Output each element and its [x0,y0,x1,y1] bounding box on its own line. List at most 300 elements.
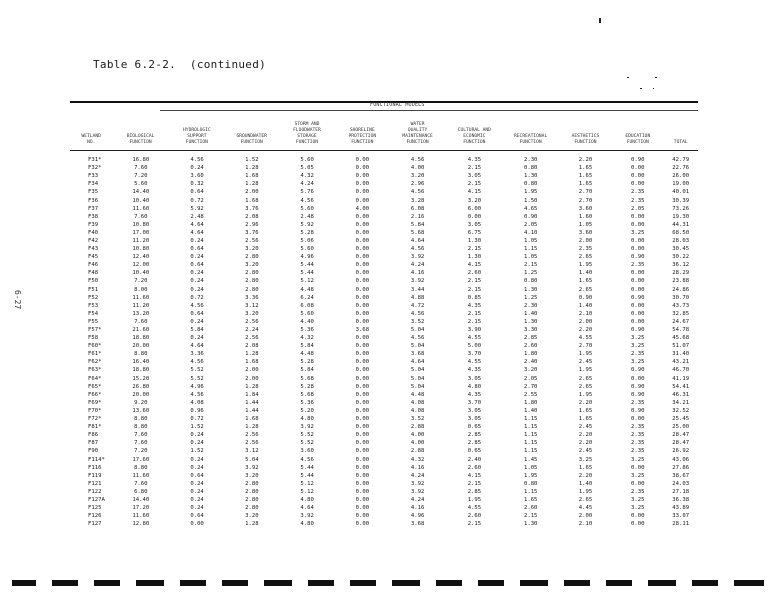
cell-cultural: 1.30 [467,254,482,261]
cell-hydrologic: 1.52 [190,448,204,455]
cell-wetland: F38 [88,213,99,220]
cell-storm: 4.48 [300,286,314,293]
cell-total: 19.00 [672,181,690,188]
cell-groundwater: 2.08 [245,213,259,220]
cell-cultural: 2.15 [467,480,482,487]
cell-wetland: F116 [88,464,102,471]
cell-wetland: F62* [88,359,102,366]
cell-education: 0.90 [631,294,645,301]
cell-hydrologic: 4.08 [190,399,204,406]
cell-storm: 5.84 [300,343,314,350]
cell-hydrologic: 4.64 [190,221,204,228]
cell-aesthetics: 2.45 [578,448,593,455]
cell-recreational: 4.10 [523,229,538,236]
cell-wetland: F50 [88,278,99,285]
cell-education: 0.00 [631,480,645,487]
cell-wetland: F61* [88,351,102,358]
cell-education: 0.90 [631,157,645,164]
col-header-cultural: CULTURAL AND ECONOMIC FUNCTION [457,128,491,145]
cell-wetland: F31* [88,157,102,164]
cell-groundwater: 2.80 [245,496,259,503]
cell-storm: 4.64 [300,505,314,512]
cell-total: 24.86 [672,286,690,293]
cell-hydrologic: 2.48 [190,213,204,220]
cell-groundwater: 2.24 [245,327,259,334]
cell-cultural: 2.15 [467,278,482,285]
cell-shoreline: 0.00 [355,157,370,164]
cell-hydrologic: 0.24 [190,237,204,244]
cell-hydrologic: 0.24 [190,488,204,495]
cell-groundwater: 1.28 [245,181,259,188]
cell-storm: 5.28 [300,359,314,366]
cell-wetland: F60* [88,343,102,350]
cell-recreational: 2.05 [523,221,538,228]
cell-shoreline: 0.00 [355,448,370,455]
cell-storm: 5.44 [300,270,314,277]
cell-wetland: F127 [88,521,102,528]
cell-total: 27.18 [672,488,690,495]
cell-education: 0.00 [631,278,645,285]
cell-recreational: 1.50 [523,197,538,204]
cell-aesthetics: 2.70 [578,343,593,350]
cell-shoreline: 0.00 [355,286,370,293]
cell-education: 0.00 [631,310,645,317]
cell-shoreline: 0.00 [355,270,370,277]
cell-storm: 5.60 [300,205,314,212]
cell-hydrologic: 4.56 [190,359,204,366]
cell-cultural: 6.75 [467,229,482,236]
cell-education: 2.35 [631,189,645,196]
col-header-total: TOTAL [673,140,688,145]
table-row [70,269,698,277]
cell-education: 2.35 [631,448,645,455]
cell-aesthetics: 1.95 [578,488,593,495]
cell-storm: 5.52 [300,440,314,447]
cell-total: 36.12 [672,262,690,269]
cell-cultural: 2.15 [467,246,482,253]
cell-water-quality: 4.56 [410,246,425,253]
cell-wetland: F65* [88,383,102,390]
cell-education: 0.00 [631,213,645,220]
cell-storm: 2.48 [300,213,314,220]
cell-biological: 7.60 [134,213,148,220]
table-row [70,277,698,285]
cell-shoreline: 0.00 [355,505,370,512]
cell-education: 2.35 [631,399,645,406]
cell-water-quality: 5.84 [410,221,425,228]
cell-groundwater: 1.28 [245,521,259,528]
cell-groundwater: 2.56 [245,432,259,439]
cell-groundwater: 2.56 [245,335,259,342]
cell-recreational: 2.60 [523,505,538,512]
table-row [70,205,698,213]
cell-cultural: 2.60 [467,513,482,520]
cell-groundwater: 1.44 [245,407,259,414]
cell-aesthetics: 2.45 [578,424,593,431]
cell-water-quality: 4.56 [410,189,425,196]
cell-wetland: F51 [88,286,99,293]
cell-aesthetics: 1.95 [578,262,593,269]
cell-total: 27.86 [672,464,690,471]
cell-wetland: F55 [88,318,99,325]
cell-storm: 5.92 [300,221,314,228]
cell-hydrologic: 4.96 [190,383,204,390]
cell-cultural: 2.85 [467,432,482,439]
cell-groundwater: 3.36 [245,294,259,301]
cell-total: 46.31 [672,391,690,398]
cell-total: 54.78 [672,327,690,334]
cell-aesthetics: 2.10 [578,521,593,528]
cell-hydrologic: 0.24 [190,480,204,487]
table-row [70,464,698,472]
cell-wetland: F72* [88,416,102,423]
cell-biological: 10.80 [132,246,150,253]
cell-storm: 5.28 [300,383,314,390]
cell-biological: 6.80 [134,488,148,495]
cell-groundwater: 1.28 [245,383,259,390]
cell-recreational: 1.05 [523,464,538,471]
cell-hydrologic: 0.24 [190,464,204,471]
cell-recreational: 2.30 [523,302,538,309]
cell-recreational: 1.30 [523,173,538,180]
cell-shoreline: 0.00 [355,278,370,285]
cell-total: 46.70 [672,367,690,374]
cell-total: 38.67 [672,472,690,479]
cell-storm: 4.80 [300,521,314,528]
cell-biological: 7.20 [134,448,148,455]
table-row [70,407,698,415]
cell-water-quality: 2.16 [410,213,425,220]
cell-groundwater: 3.76 [245,229,259,236]
cell-wetland: F45 [88,254,99,261]
cell-total: 31.40 [672,351,690,358]
table-row [70,366,698,374]
cell-shoreline: 0.00 [355,181,370,188]
cell-hydrologic: 5.52 [190,367,204,374]
scan-edge-marks [0,576,778,590]
cell-recreational: 0.80 [523,181,538,188]
cell-shoreline: 3.68 [355,327,370,334]
cell-wetland: F87 [88,440,99,447]
table-row [70,504,698,512]
table-title: Table 6.2-2. (continued) [93,58,267,71]
cell-recreational: 1.95 [523,472,538,479]
cell-cultural: 4.35 [467,302,482,309]
cell-biological: 17.60 [132,456,150,463]
cell-hydrologic: 0.24 [190,496,204,503]
cell-education: 3.25 [631,496,645,503]
cell-water-quality: 3.20 [410,173,425,180]
cell-storm: 4.56 [300,456,314,463]
cell-aesthetics: 1.95 [578,351,593,358]
cell-hydrologic: 4.56 [190,157,204,164]
cell-education: 2.35 [631,197,645,204]
cell-groundwater: 2.80 [245,480,259,487]
cell-education: 0.90 [631,367,645,374]
cell-education: 0.90 [631,327,645,334]
cell-wetland: F42 [88,237,99,244]
cell-hydrologic: 4.64 [190,229,204,236]
cell-water-quality: 5.04 [410,327,425,334]
cell-total: 54.41 [672,383,690,390]
cell-storm: 3.60 [300,448,314,455]
cell-total: 24.67 [672,318,690,325]
cell-cultural: 1.30 [467,237,482,244]
cell-total: 42.79 [672,157,690,164]
cell-education: 3.25 [631,456,645,463]
table-row [70,245,698,253]
cell-aesthetics: 1.65 [578,278,593,285]
cell-recreational: 0.90 [523,213,538,220]
cell-education: 2.05 [631,205,645,212]
cell-recreational: 1.25 [523,270,538,277]
cell-biological: 17.00 [132,229,150,236]
cell-aesthetics: 3.60 [578,229,593,236]
cell-shoreline: 0.00 [355,318,370,325]
cell-wetland: F32* [88,165,102,172]
cell-storm: 4.96 [300,254,314,261]
cell-aesthetics: 1.40 [578,270,593,277]
table-row [70,439,698,447]
cell-total: 32.52 [672,407,690,414]
cell-aesthetics: 4.55 [578,335,593,342]
table-row [70,415,698,423]
cell-groundwater: 1.68 [245,173,259,180]
cell-total: 28.47 [672,440,690,447]
cell-storm: 5.36 [300,327,314,334]
cell-water-quality: 4.00 [410,432,425,439]
cell-total: 73.26 [672,205,690,212]
cell-groundwater: 1.68 [245,197,259,204]
cell-cultural: 4.15 [467,189,482,196]
table-row [70,423,698,431]
cell-total: 28.03 [672,237,690,244]
side-page-number: 6-27 [13,290,22,310]
cell-hydrologic: 0.72 [190,294,204,301]
cell-cultural: 2.15 [467,286,482,293]
cell-water-quality: 5.68 [410,229,425,236]
cell-aesthetics: 2.20 [578,472,593,479]
cell-shoreline: 0.00 [355,294,370,301]
cell-total: 24.03 [672,480,690,487]
cell-hydrologic: 0.64 [190,246,204,253]
cell-groundwater: 1.28 [245,351,259,358]
cell-aesthetics: 1.60 [578,213,593,220]
cell-biological: 13.20 [132,310,150,317]
table-row [70,488,698,496]
cell-groundwater: 2.80 [245,254,259,261]
cell-hydrologic: 0.24 [190,270,204,277]
cell-education: 0.90 [631,383,645,390]
cell-water-quality: 4.24 [410,496,425,503]
cell-groundwater: 3.12 [245,302,259,309]
cell-total: 45.68 [672,335,690,342]
table-row [70,229,698,237]
cell-cultural: 4.55 [467,359,482,366]
cell-recreational: 2.40 [523,359,538,366]
cell-aesthetics: 2.45 [578,359,593,366]
cell-recreational: 0.80 [523,165,538,172]
cell-water-quality: 4.00 [410,440,425,447]
cell-water-quality: 4.64 [410,359,425,366]
cell-total: 30.39 [672,197,690,204]
cell-education: 0.00 [631,173,645,180]
table-row [70,294,698,302]
cell-groundwater: 2.08 [245,343,259,350]
cell-cultural: 4.55 [467,505,482,512]
cell-total: 43.89 [672,505,690,512]
cell-education: 3.25 [631,359,645,366]
table-row [70,310,698,318]
cell-shoreline: 0.00 [355,351,370,358]
col-header-shoreline: SHORELINE PROTECTION FUNCTION [348,128,377,145]
cell-cultural: 5.00 [467,343,482,350]
table-row [70,156,698,164]
cell-shoreline: 0.00 [355,254,370,261]
cell-groundwater: 3.20 [245,513,259,520]
cell-shoreline: 0.00 [355,359,370,366]
cell-water-quality: 4.56 [410,310,425,317]
cell-cultural: 6.00 [467,205,482,212]
cell-storm: 4.56 [300,197,314,204]
cell-biological: 14.40 [132,496,150,503]
cell-total: 41.19 [672,375,690,382]
column-header-row [70,114,698,148]
cell-shoreline: 0.00 [355,496,370,503]
cell-hydrologic: 3.36 [190,351,204,358]
cell-shoreline: 0.00 [355,383,370,390]
cell-groundwater: 2.56 [245,440,259,447]
cell-hydrologic: 4.64 [190,343,204,350]
cell-water-quality: 5.04 [410,375,425,382]
cell-total: 30.22 [672,254,690,261]
cell-groundwater: 2.80 [245,278,259,285]
cell-cultural: 4.35 [467,367,482,374]
table-row [70,342,698,350]
cell-wetland: F43 [88,246,99,253]
cell-biological: 11.60 [132,513,150,520]
cell-aesthetics: 2.65 [578,375,593,382]
cell-cultural: 2.15 [467,310,482,317]
table-row [70,399,698,407]
cell-water-quality: 2.88 [410,424,425,431]
cell-water-quality: 3.52 [410,416,425,423]
cell-cultural: 3.05 [467,173,482,180]
cell-education: 0.00 [631,318,645,325]
cell-cultural: 3.70 [467,399,482,406]
cell-groundwater: 2.56 [245,318,259,325]
cell-hydrologic: 5.84 [190,327,204,334]
table-row [70,326,698,334]
table-row [70,472,698,480]
cell-biological: 8.80 [134,416,148,423]
cell-biological: 21.60 [132,327,150,334]
table-row [70,350,698,358]
cell-aesthetics: 2.70 [578,189,593,196]
table-row [70,164,698,172]
cell-biological: 12.80 [132,521,150,528]
cell-cultural: 3.05 [467,375,482,382]
col-header-education: EDUCATION FUNCTION [625,134,651,145]
cell-wetland: F64* [88,375,102,382]
cell-shoreline: 0.00 [355,472,370,479]
cell-wetland: F90 [88,448,99,455]
cell-groundwater: 2.80 [245,270,259,277]
cell-water-quality: 3.92 [410,278,425,285]
cell-water-quality: 4.24 [410,472,425,479]
cell-cultural: 0.65 [467,424,482,431]
cell-storm: 5.05 [300,165,314,172]
cell-education: 0.00 [631,521,645,528]
cell-cultural: 4.80 [467,383,482,390]
cell-recreational: 1.30 [523,521,538,528]
cell-total: 51.07 [672,343,690,350]
cell-total: 25.00 [672,424,690,431]
cell-biological: 11.20 [132,302,150,309]
cell-shoreline: 0.00 [355,432,370,439]
cell-storm: 5.68 [300,391,314,398]
cell-biological: 12.40 [132,254,150,261]
cell-total: 44.31 [672,221,690,228]
cell-water-quality: 4.88 [410,294,425,301]
cell-groundwater: 3.20 [245,262,259,269]
table-row [70,188,698,196]
cell-recreational: 2.85 [523,335,538,342]
cell-cultural: 0.00 [467,213,482,220]
col-header-water-quality: WATER QUALITY MAINTENANCE FUNCTION [402,122,433,145]
cell-shoreline: 0.00 [355,399,370,406]
cell-storm: 5.28 [300,229,314,236]
cell-hydrologic: 0.24 [190,278,204,285]
cell-hydrologic: 0.72 [190,416,204,423]
table-row [70,196,698,204]
cell-storm: 4.40 [300,318,314,325]
cell-recreational: 2.05 [523,375,538,382]
cell-recreational: 0.80 [523,278,538,285]
cell-hydrologic: 0.24 [190,335,204,342]
cell-biological: 17.20 [132,505,150,512]
cell-water-quality: 4.48 [410,391,425,398]
cell-groundwater: 1.68 [245,416,259,423]
cell-recreational: 1.15 [523,440,538,447]
cell-shoreline: 0.00 [355,262,370,269]
cell-hydrologic: 0.24 [190,318,204,325]
cell-biological: 16.40 [132,359,150,366]
cell-wetland: F86 [88,432,99,439]
cell-aesthetics: 4.45 [578,505,593,512]
cell-shoreline: 0.00 [355,229,370,236]
cell-biological: 11.20 [132,237,150,244]
cell-wetland: F126 [88,513,102,520]
cell-groundwater: 3.76 [245,205,259,212]
cell-total: 19.30 [672,213,690,220]
cell-storm: 3.92 [300,424,314,431]
cell-aesthetics: 1.95 [578,391,593,398]
table-row [70,455,698,463]
cell-biological: 18.80 [132,335,150,342]
cell-aesthetics: 2.65 [578,286,593,293]
cell-water-quality: 4.56 [410,157,425,164]
cell-groundwater: 5.04 [245,456,259,463]
cell-total: 34.21 [672,399,690,406]
cell-wetland: F52 [88,294,99,301]
cell-water-quality: 4.08 [410,407,425,414]
cell-cultural: 2.60 [467,270,482,277]
cell-education: 2.35 [631,488,645,495]
cell-aesthetics: 1.40 [578,480,593,487]
col-header-recreational: RECREATIONAL FUNCTION [514,134,548,145]
cell-water-quality: 5.04 [410,343,425,350]
